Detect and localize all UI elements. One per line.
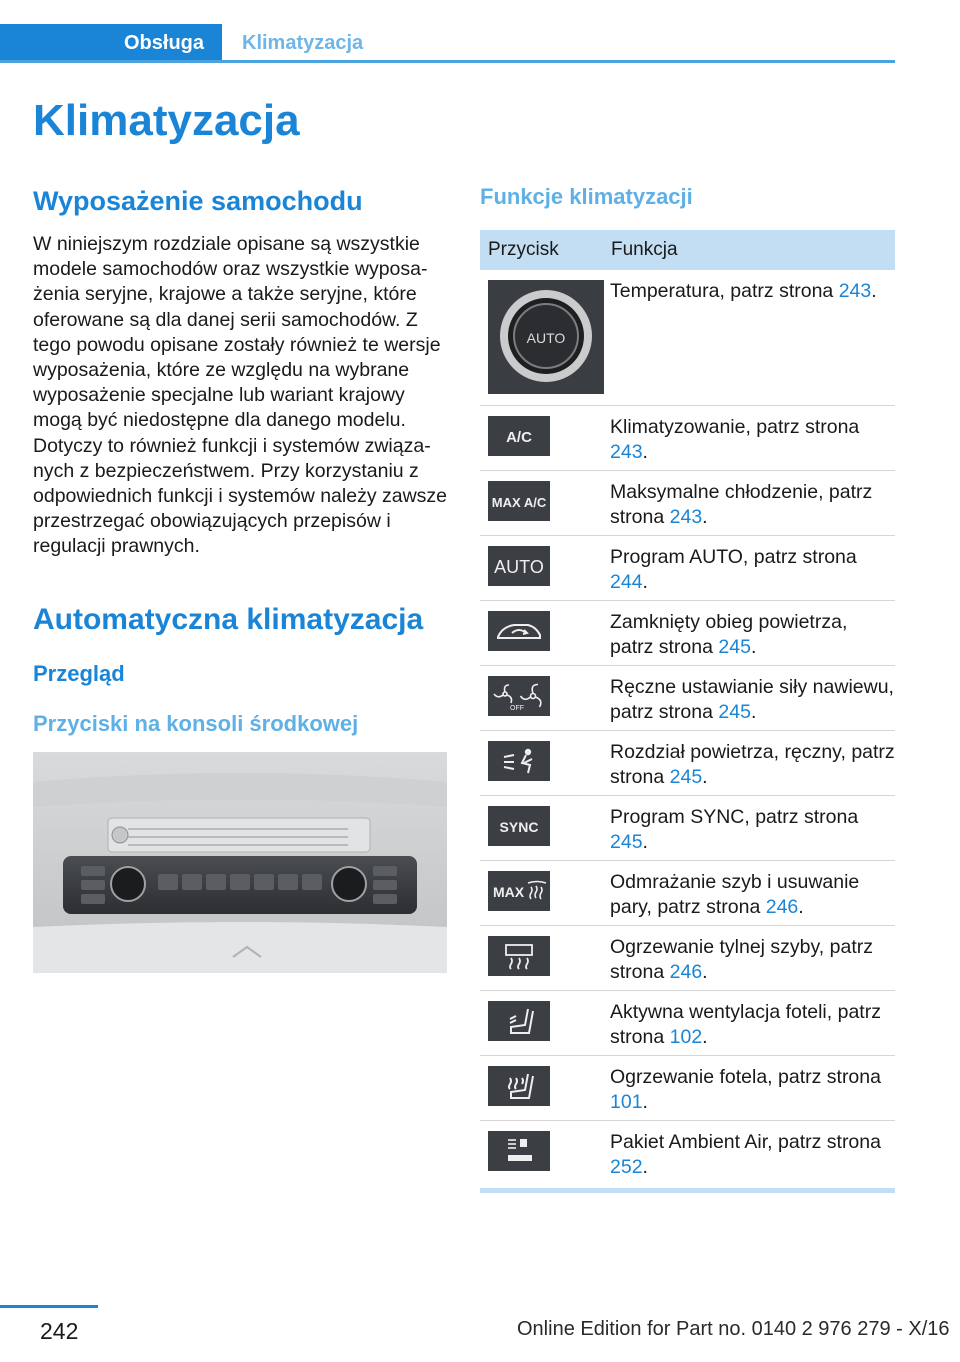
page-link[interactable]: 243 xyxy=(838,280,872,302)
functions-table xyxy=(480,230,895,1186)
auto-knob-icon xyxy=(488,280,604,394)
svg-text:AUTO: AUTO xyxy=(494,557,544,577)
page-link[interactable]: 246 xyxy=(765,896,799,919)
page-link[interactable]: 101 xyxy=(610,1091,643,1114)
page-number-rule xyxy=(0,1305,98,1308)
page-link[interactable]: 243 xyxy=(610,441,643,464)
svg-text:MAX A/C: MAX A/C xyxy=(491,495,547,510)
svg-text:OFF: OFF xyxy=(510,705,524,712)
row-text: Ogrzewanie tylnej szyby, patrz strona xyxy=(610,936,873,984)
col-button-header: Przycisk xyxy=(488,239,559,260)
table-row: Ogrzewanie fotela, patrz strona 101. xyxy=(480,1056,895,1121)
table-row: Pakiet Ambient Air, patrz strona 252. xyxy=(480,1121,895,1186)
page-link[interactable]: 244 xyxy=(610,571,643,594)
table-row: Rozdział powietrza, ręczny, patrz strona 245. xyxy=(480,731,895,796)
row-text: Maksymalne chłodzenie, patrz strona xyxy=(610,481,873,529)
page-title: Klimatyzacja xyxy=(33,96,300,145)
page-link[interactable]: 245 xyxy=(610,831,643,854)
col-function-header: Funkcja xyxy=(611,239,678,260)
row-text: Pakiet Ambient Air, patrz strona xyxy=(610,1131,881,1153)
row-text: Temperatura, patrz strona xyxy=(610,280,839,302)
recirculation-icon xyxy=(488,611,550,651)
row-text: Odmrażanie szyb i usuwanie pary, patrz strona xyxy=(610,871,860,919)
header-divider xyxy=(0,60,895,63)
svg-text:MAX: MAX xyxy=(493,884,525,900)
row-text: Ręczne ustawianie siły nawiewu, patrz strona xyxy=(610,676,894,724)
row-text: Zamknięty obieg powietrza, patrz strona xyxy=(610,611,848,659)
page-link[interactable]: 252 xyxy=(610,1156,643,1179)
tab-obsluga[interactable]: Obsługa xyxy=(0,24,222,62)
page-link[interactable]: 245 xyxy=(669,766,703,789)
auto-knob-label: AUTO xyxy=(526,330,566,346)
console-buttons-heading: Przyciski na konsoli środkowej xyxy=(33,711,359,736)
overview-heading: Przegląd xyxy=(33,661,125,686)
seat-heating-icon xyxy=(488,1066,550,1106)
tab-klimatyzacja[interactable]: Klimatyzacja xyxy=(242,32,364,54)
auto-icon xyxy=(488,546,550,586)
page-link[interactable]: 246 xyxy=(669,961,703,984)
table-row: A/C Klimatyzowanie, patrz strona 243. xyxy=(480,406,895,471)
table-header xyxy=(480,230,895,270)
air-distribution-icon xyxy=(488,741,550,781)
max-ac-icon xyxy=(488,481,550,521)
row-text: Rozdział powietrza, ręczny, patrz strona xyxy=(610,741,895,789)
row-text: Ogrzewanie fotela, patrz strona xyxy=(610,1066,881,1088)
page-link[interactable]: 245 xyxy=(718,701,751,724)
table-row: Aktywna wentylacja foteli, patrz strona 102. xyxy=(480,991,895,1056)
table-row: MAX Odmrażanie szyb i usuwanie pary, patrz strona 246. xyxy=(480,861,895,926)
section-equipment-body: W niniejszym rozdziale opisane są wszystkie modele samochodów oraz wszystkie wyposażenia seryjne, krajowe a także seryjne, które oferowane są dla danej serii samochodów. Z tego powodu opisane zostały również te wersje wyposażenia, które ze względu na wybrane wyposażenie specjalne lub wariant krajowy mogą być niedostępne dla danego modelu. Dotyczy to również funkcji i systemów związanych z bezpieczeństwem. Przy korzystaniu z odpowiednich funkcji i systemów należy zawsze przestrzegać obowiązujących przepisów i regulacji prawnych. xyxy=(33,233,448,558)
row-text: Program SYNC, patrz strona xyxy=(610,806,859,828)
page-link[interactable]: 243 xyxy=(669,506,703,529)
max-defrost-icon xyxy=(488,871,550,911)
table-row: AUTO Program AUTO, patrz strona 244. xyxy=(480,536,895,601)
page-number: 242 xyxy=(40,1318,79,1344)
page-link[interactable]: 102 xyxy=(669,1026,703,1049)
svg-text:SYNC: SYNC xyxy=(499,819,539,835)
section-equipment-title: Wyposażenie samochodu xyxy=(33,186,363,216)
table-row: OFF Ręczne ustawianie siły nawiewu, patrz strona 245. xyxy=(480,666,895,731)
table-row: MAX A/C Maksymalne chłodzenie, patrz strona 243. xyxy=(480,471,895,536)
table-row: Zamknięty obieg powietrza, patrz strona 245. xyxy=(480,601,895,666)
row-text: Klimatyzowanie, patrz strona xyxy=(610,416,860,438)
page-link[interactable]: 245 xyxy=(718,636,751,659)
table-row: SYNC Program SYNC, patrz strona 245. xyxy=(480,796,895,861)
table-bottom-rule xyxy=(480,1188,895,1193)
fan-icon xyxy=(488,676,550,716)
functions-heading: Funkcje klimatyzacji xyxy=(480,184,693,209)
svg-text:A/C: A/C xyxy=(506,429,532,446)
rear-defrost-icon xyxy=(488,936,550,976)
row-text: Program AUTO, patrz strona xyxy=(610,546,857,568)
table-row: Ogrzewanie tylnej szyby, patrz strona 246. xyxy=(480,926,895,991)
table-row: AUTO Temperatura, patrz strona 243. xyxy=(480,270,895,406)
section-auto-ac-title: Automatyczna klimatyzacja xyxy=(33,603,424,636)
seat-ventilation-icon xyxy=(488,1001,550,1041)
center-console-photo xyxy=(33,752,447,973)
edition-footer: Online Edition for Part no. 0140 2 976 279 - X/16 xyxy=(517,1318,950,1340)
ambient-air-icon xyxy=(488,1131,550,1171)
sync-icon xyxy=(488,806,550,846)
ac-icon xyxy=(488,416,550,456)
row-text: Aktywna wentylacja foteli, patrz strona xyxy=(610,1001,881,1049)
